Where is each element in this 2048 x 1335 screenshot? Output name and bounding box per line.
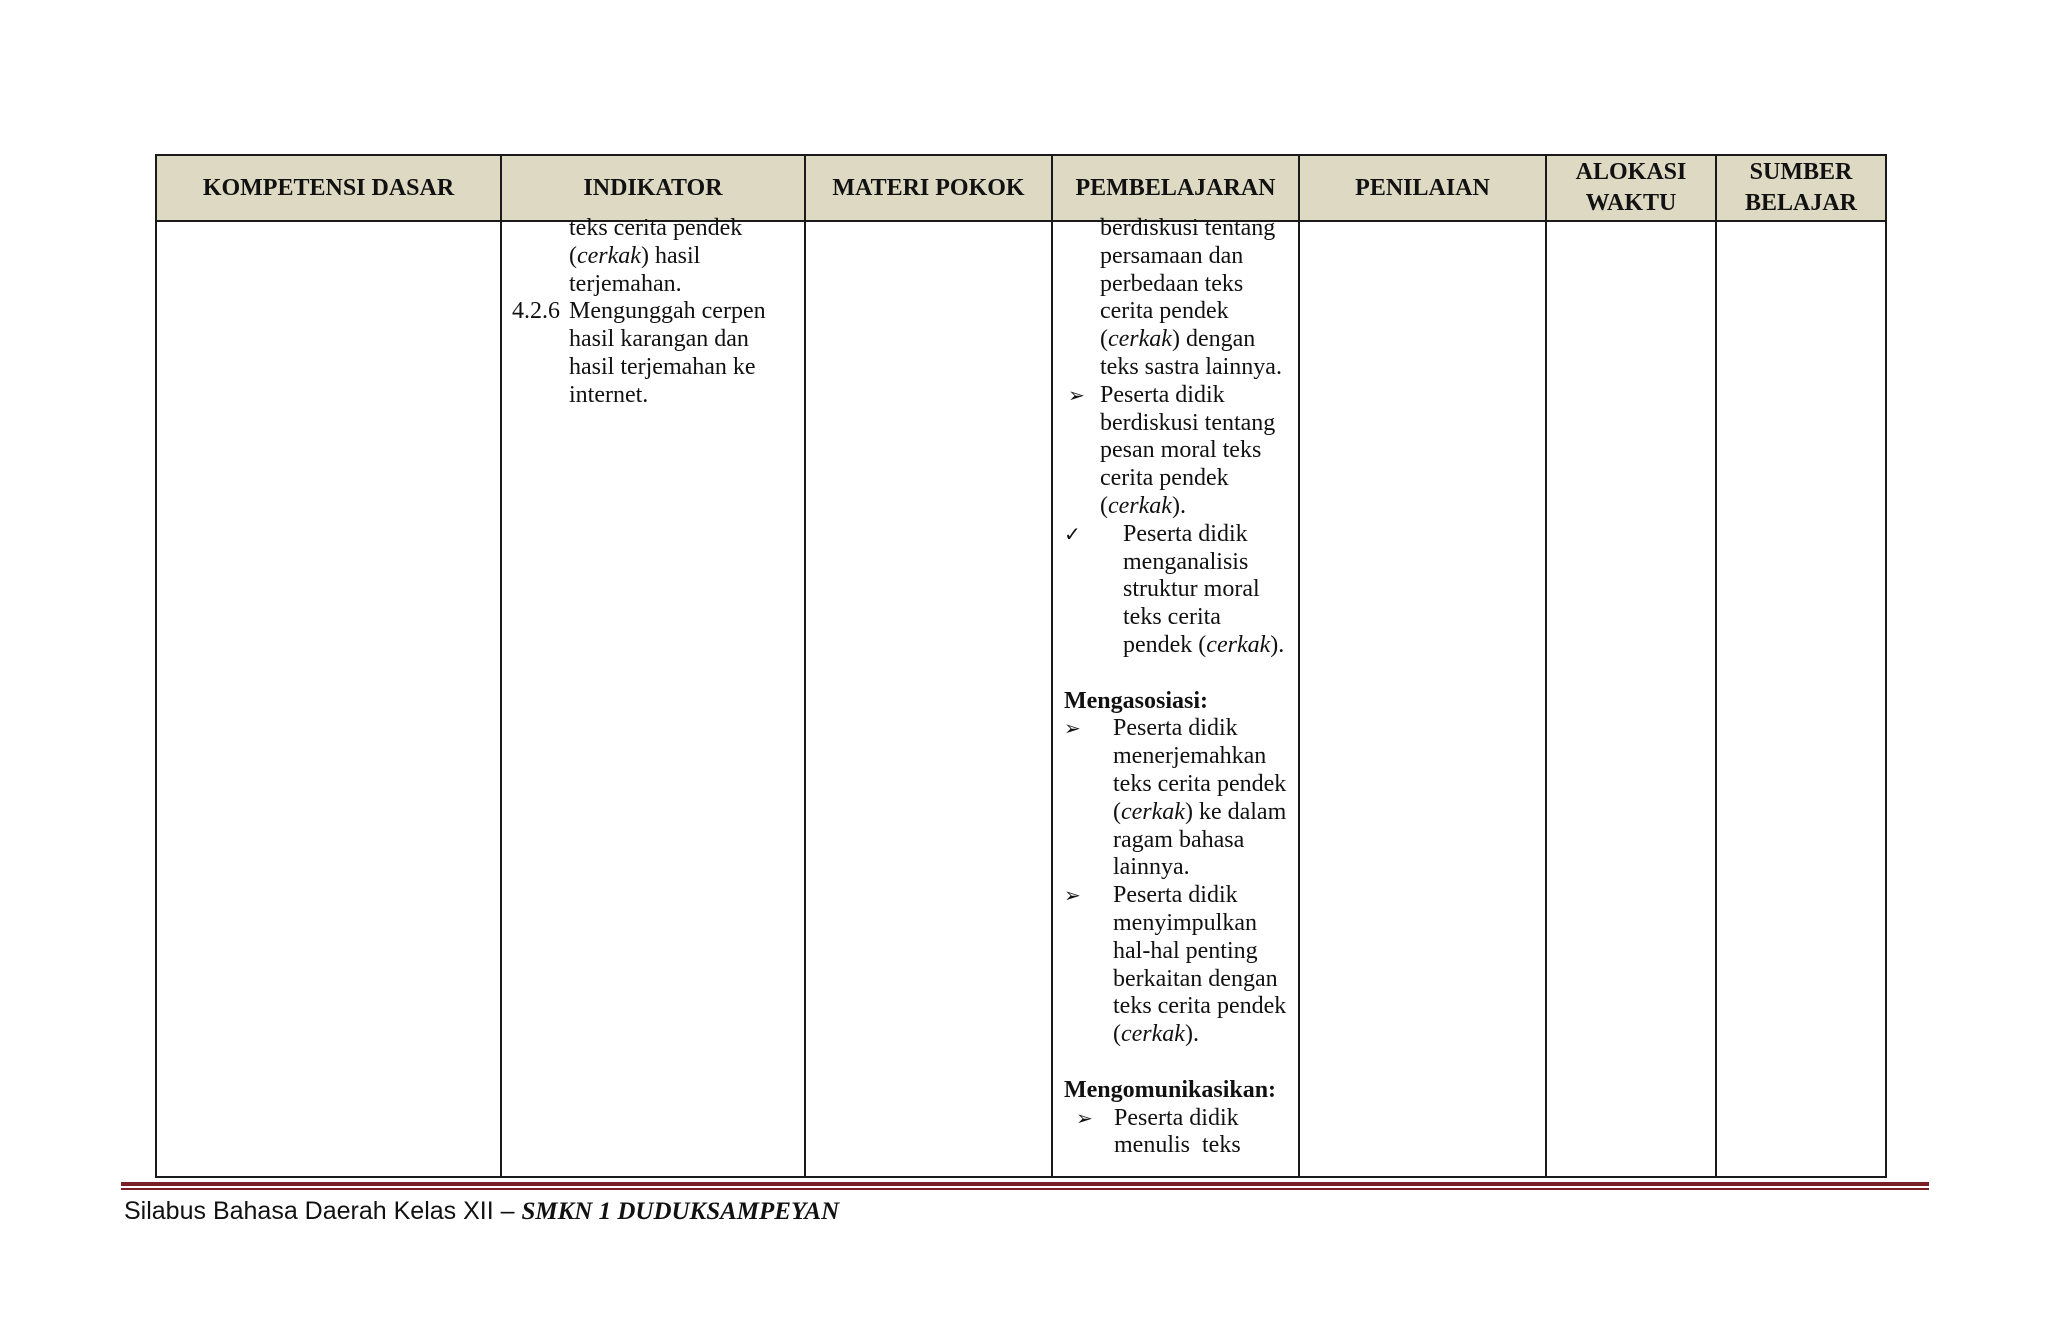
pembelajaran-item-terjemah <box>1064 715 1292 882</box>
indikator-line: Mengunggah cerpen <box>569 298 766 325</box>
mengomunikasikan-heading: Mengomunikasikan: <box>1064 1076 1277 1103</box>
pembelajaran-line: (cerkak) dengan <box>1100 326 1256 353</box>
pembelajaran-line: ragam bahasa <box>1113 826 1245 853</box>
pembelajaran-item-text <box>1113 882 1286 1049</box>
indikator-continued <box>569 215 800 298</box>
cerkak-term: cerkak <box>1121 1021 1185 1048</box>
pembelajaran-line: pesan moral teks <box>1100 437 1262 464</box>
alokasi-waktu-cell <box>1546 221 1716 1177</box>
header-sumber-line1: SUMBER <box>1749 159 1853 185</box>
pembelajaran-item-text <box>1100 382 1275 521</box>
mengasosiasi-heading: Mengasosiasi: <box>1064 687 1208 714</box>
indikator-item-4-2-6 <box>512 298 800 409</box>
cerkak-term: cerkak <box>1121 798 1185 825</box>
indikator-line: (cerkak) hasil <box>569 242 701 269</box>
footer-rule-thin <box>121 1188 1929 1190</box>
pembelajaran-line: (cerkak). <box>1113 1021 1199 1048</box>
arrow-bullet-icon: ➢ <box>1068 382 1085 407</box>
penilaian-cell <box>1299 221 1546 1177</box>
pembelajaran-line: (cerkak) ke dalam <box>1113 798 1287 825</box>
header-alokasi-line2: WAKTU <box>1585 190 1677 216</box>
header-sumber-line2: BELAJAR <box>1744 190 1858 216</box>
footer-label: Silabus Bahasa Daerah Kelas XII – <box>124 1197 522 1225</box>
pembelajaran-item-analisis <box>1064 521 1292 660</box>
checkmark-icon: ✓ <box>1064 521 1081 546</box>
footer-rule-thick <box>121 1182 1929 1186</box>
table-row <box>156 221 1886 1177</box>
pembelajaran-line: Peserta didik <box>1114 1104 1239 1131</box>
header-alokasi-waktu <box>1546 155 1716 221</box>
arrow-bullet-icon: ➢ <box>1064 716 1081 741</box>
pembelajaran-item-text <box>1114 1105 1241 1161</box>
header-kompetensi-dasar: KOMPETENSI DASAR <box>156 155 501 221</box>
footer-school: SMKN 1 DUDUKSAMPEYAN <box>521 1198 840 1225</box>
cerkak-term: cerkak <box>577 242 641 269</box>
header-penilaian: PENILAIAN <box>1299 155 1546 221</box>
pembelajaran-line: menyimpulkan <box>1113 909 1257 936</box>
pembelajaran-line: Peserta didik <box>1113 715 1238 742</box>
pembelajaran-line: persamaan dan <box>1100 242 1244 269</box>
pembelajaran-line: hal-hal penting <box>1113 937 1258 964</box>
pembelajaran-item-text <box>1123 521 1284 660</box>
cerkak-term: cerkak <box>1108 492 1172 519</box>
indikator-number: 4.2.6 <box>512 298 560 325</box>
sumber-belajar-cell <box>1716 221 1886 1177</box>
pembelajaran-line: menganalisis <box>1123 548 1249 575</box>
cerkak-term: cerkak <box>1206 631 1271 658</box>
pembelajaran-line: teks cerita pendek <box>1113 993 1287 1020</box>
pembelajaran-line: cerita pendek <box>1100 465 1229 492</box>
pembelajaran-line: berkaitan dengan <box>1113 965 1278 992</box>
indikator-text <box>569 298 766 409</box>
pembelajaran-item-tulis <box>1064 1105 1292 1161</box>
pembelajaran-item-pesan-moral <box>1064 382 1292 521</box>
pembelajaran-line: menulis teks <box>1114 1132 1241 1159</box>
pembelajaran-line: teks cerita <box>1123 604 1221 631</box>
header-materi-pokok: MATERI POKOK <box>805 155 1052 221</box>
kompetensi-dasar-cell <box>156 221 501 1177</box>
pembelajaran-line: berdiskusi tentang <box>1100 215 1276 241</box>
indikator-cell <box>501 215 805 1177</box>
pembelajaran-line: teks sastra lainnya. <box>1100 353 1282 380</box>
pembelajaran-line: (cerkak). <box>1100 492 1186 519</box>
pembelajaran-line: Peserta didik <box>1100 381 1225 408</box>
pembelajaran-cell <box>1052 215 1299 1177</box>
pembelajaran-line: perbedaan teks <box>1100 270 1244 297</box>
pembelajaran-line: berdiskusi tentang <box>1100 409 1276 436</box>
pembelajaran-item-text <box>1113 715 1286 882</box>
header-indikator: INDIKATOR <box>501 155 805 221</box>
footer-divider <box>121 1182 1929 1192</box>
pembelajaran-line: lainnya. <box>1113 854 1190 881</box>
pembelajaran-line: Peserta didik <box>1113 882 1238 909</box>
pembelajaran-item-simpul <box>1064 882 1292 1049</box>
arrow-bullet-icon: ➢ <box>1064 883 1081 908</box>
header-sumber-belajar <box>1716 155 1886 221</box>
pembelajaran-line: menerjemahkan <box>1113 743 1267 770</box>
materi-pokok-cell <box>805 221 1052 1177</box>
arrow-bullet-icon: ➢ <box>1076 1105 1093 1130</box>
page-footer <box>124 1194 839 1228</box>
indikator-line: internet. <box>569 381 649 408</box>
indikator-line: terjemahan. <box>569 270 682 297</box>
header-pembelajaran: PEMBELAJARAN <box>1052 155 1299 221</box>
indikator-line: hasil karangan dan <box>569 326 749 353</box>
header-alokasi-line1: ALOKASI <box>1575 159 1687 185</box>
indikator-line: teks cerita pendek <box>569 215 743 241</box>
cerkak-term: cerkak <box>1108 326 1172 353</box>
pembelajaran-continued <box>1100 215 1292 382</box>
pembelajaran-line: pendek (cerkak). <box>1123 631 1285 658</box>
table-header-row <box>156 155 1886 221</box>
indikator-line: hasil terjemahan ke <box>569 353 756 380</box>
pembelajaran-line: Peserta didik <box>1123 520 1248 547</box>
syllabus-table <box>155 154 1887 1178</box>
pembelajaran-line: cerita pendek <box>1100 298 1229 325</box>
pembelajaran-line: struktur moral <box>1123 576 1260 603</box>
pembelajaran-line: teks cerita pendek <box>1113 770 1287 797</box>
